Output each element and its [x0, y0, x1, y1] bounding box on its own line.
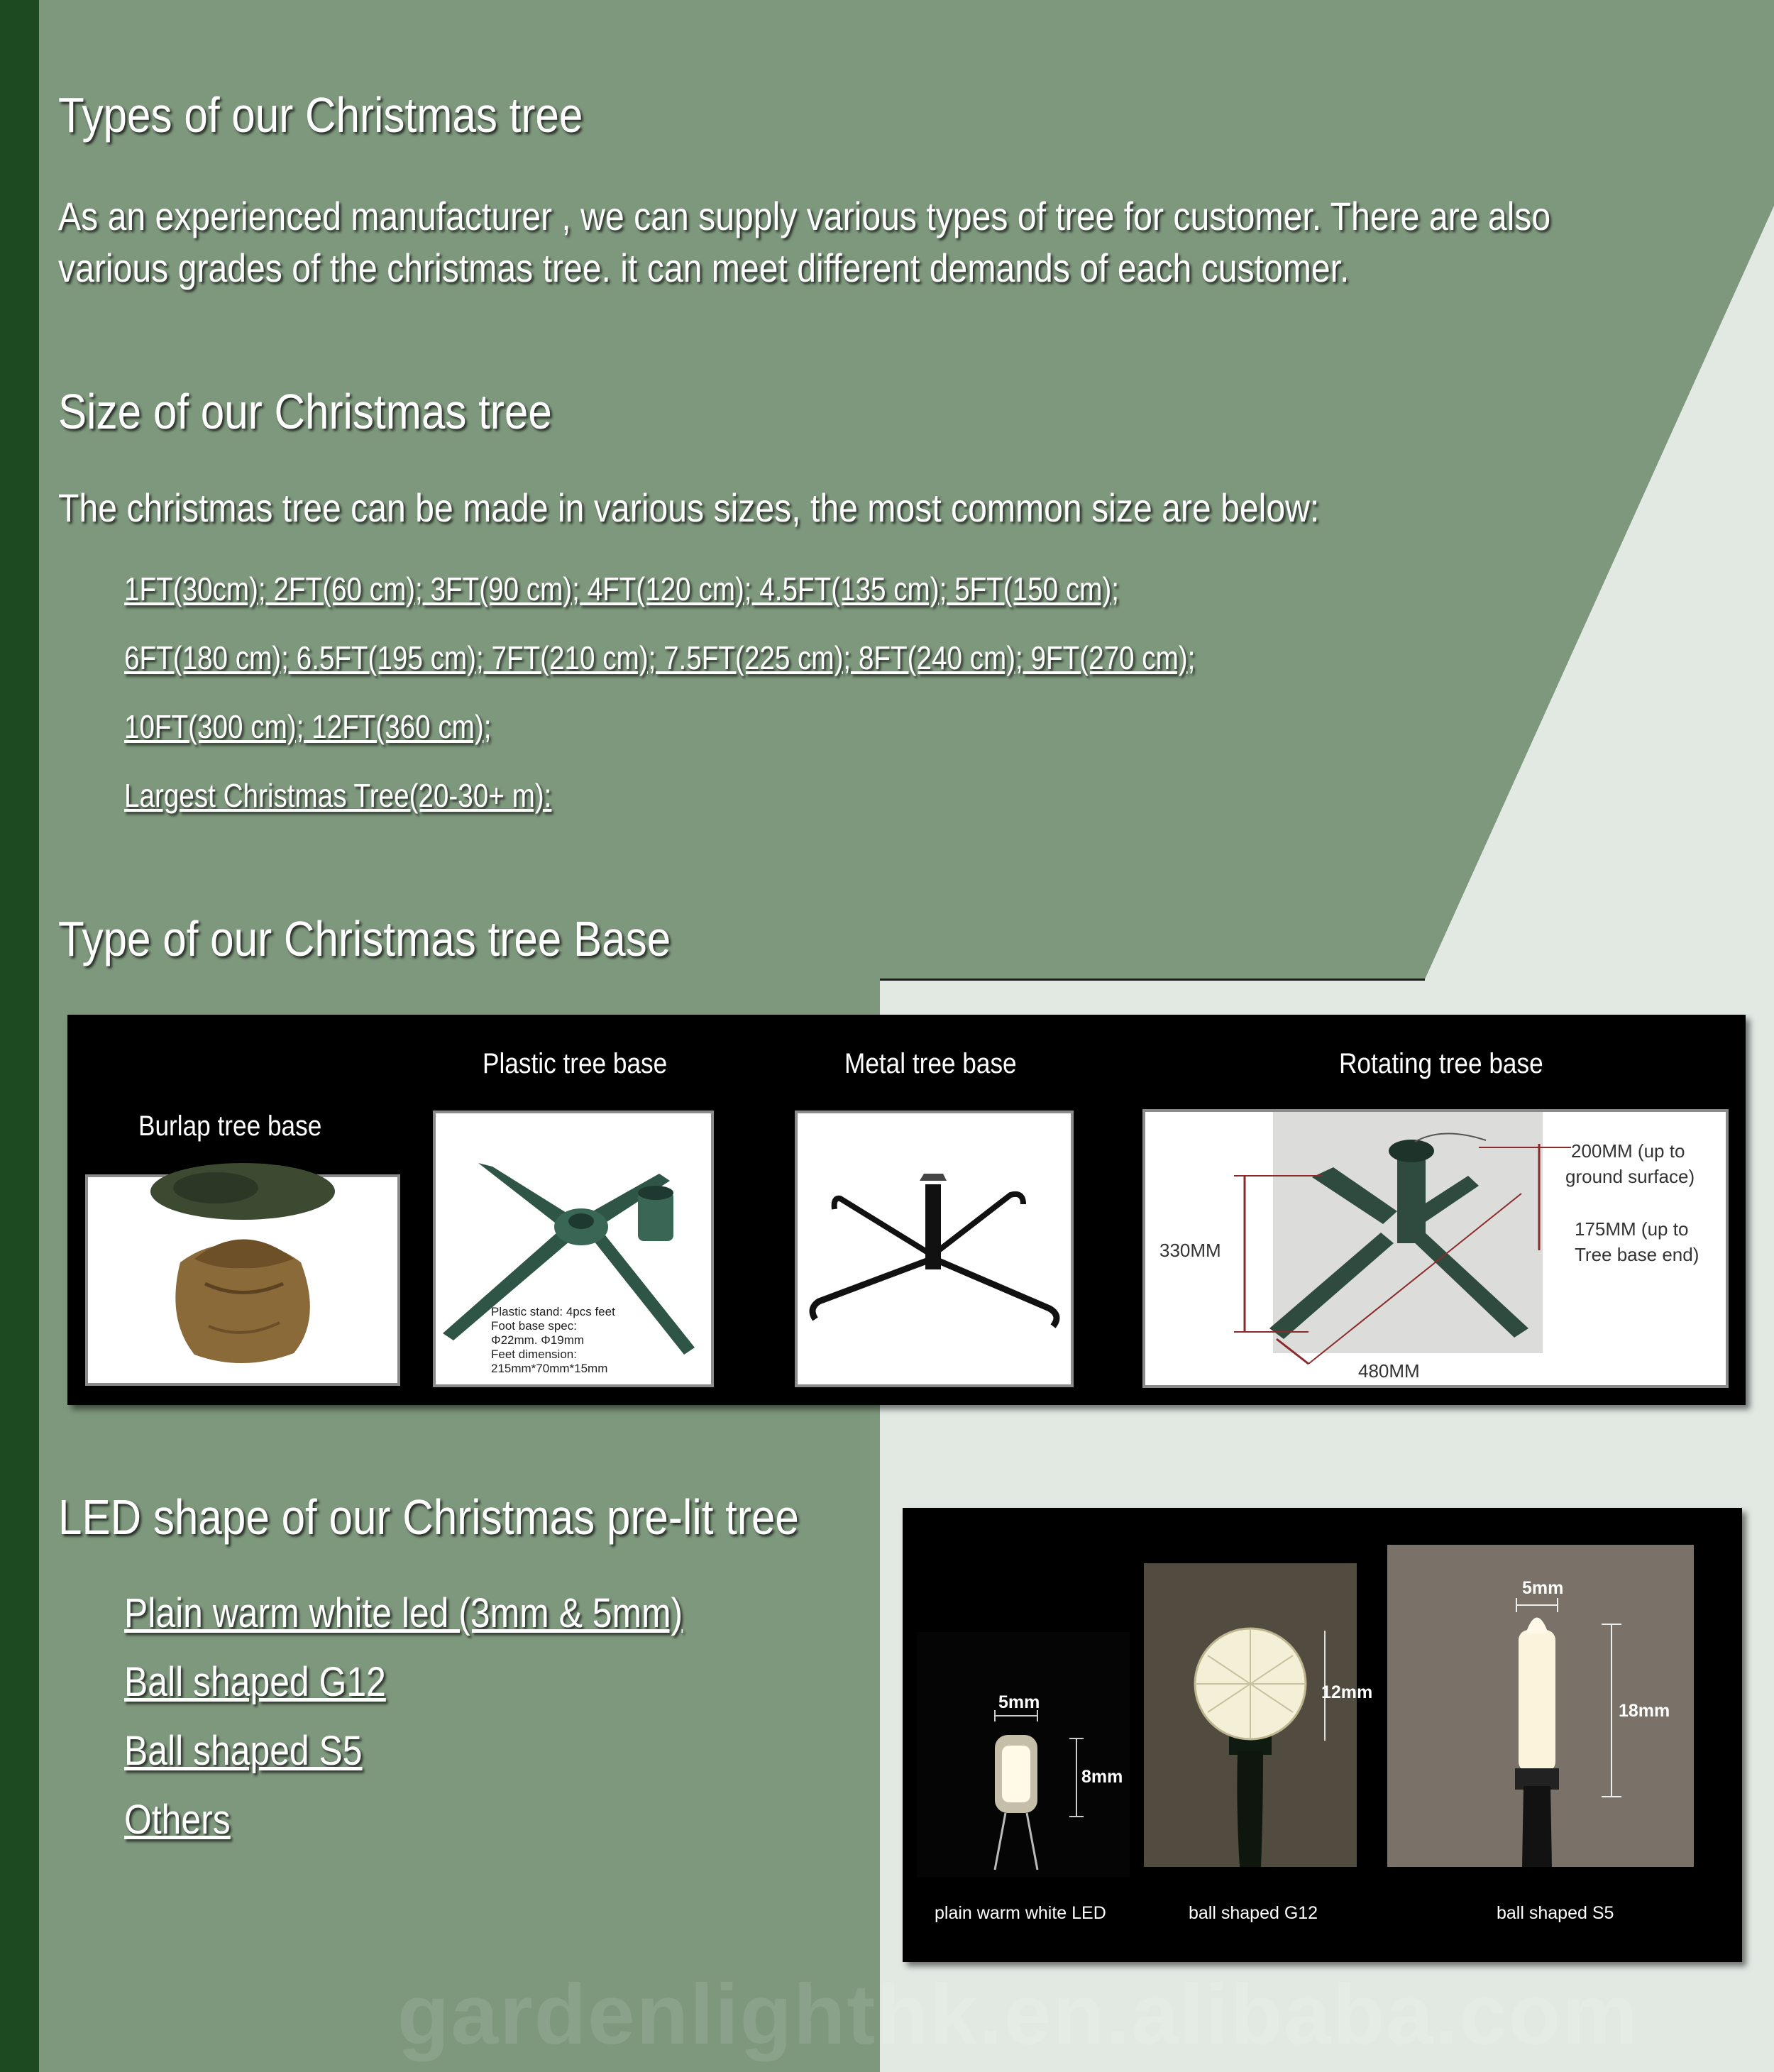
- plain-dim-width: 5mm: [998, 1692, 1040, 1712]
- plastic-base-image: [436, 1113, 711, 1384]
- size-line-4[interactable]: Largest Christmas Tree(20-30+ m):: [124, 777, 552, 814]
- led-item-s5[interactable]: Ball shaped S5: [124, 1728, 363, 1774]
- plastic-note-3: Φ22mm. Φ19mm: [491, 1333, 585, 1347]
- plastic-base-label: Plastic tree base: [483, 1048, 668, 1079]
- g12-led-image: [1144, 1563, 1357, 1867]
- left-stripe: [0, 0, 39, 2072]
- types-paragraph-line-1: As an experienced manufacturer , we can supply various types of tree for customer. There are also: [58, 194, 1551, 238]
- burlap-base-label: Burlap tree base: [138, 1111, 322, 1142]
- led-item-others[interactable]: Others: [124, 1797, 231, 1843]
- led-item-plain[interactable]: Plain warm white led (3mm & 5mm): [124, 1590, 683, 1636]
- size-heading: Size of our Christmas tree: [58, 384, 552, 439]
- led-item-g12[interactable]: Ball shaped G12: [124, 1659, 386, 1705]
- rotating-dim-ground-1: 200MM (up to: [1571, 1140, 1685, 1162]
- metal-base-label: Metal tree base: [844, 1048, 1017, 1079]
- plain-led-image: [917, 1632, 1130, 1877]
- rotating-dim-end-2: Tree base end): [1575, 1244, 1699, 1265]
- rotating-dim-end-1: 175MM (up to: [1575, 1218, 1689, 1240]
- watermark: gardenlighthk.en.alibaba.com: [397, 1967, 1639, 2062]
- led-label-s5: ball shaped S5: [1497, 1903, 1614, 1923]
- led-photo-plain: [917, 1632, 1130, 1877]
- led-label-g12: ball shaped G12: [1189, 1903, 1318, 1923]
- g12-dim-height: 12mm: [1321, 1682, 1373, 1702]
- plastic-note-5: 215mm*70mm*15mm: [491, 1362, 608, 1375]
- rotating-base-photo: [1142, 1109, 1729, 1388]
- led-heading: LED shape of our Christmas pre-lit tree: [58, 1489, 799, 1545]
- plastic-note-1: Plastic stand: 4pcs feet: [491, 1305, 615, 1318]
- types-heading: Types of our Christmas tree: [58, 87, 583, 143]
- s5-dim-height: 18mm: [1619, 1701, 1670, 1721]
- burlap-base-image: [88, 1177, 397, 1383]
- led-panel: [903, 1508, 1742, 1962]
- burlap-base-photo: [85, 1174, 400, 1386]
- size-line-3[interactable]: 10FT(300 cm); 12FT(360 cm);: [124, 708, 492, 745]
- plain-dim-height: 8mm: [1081, 1767, 1123, 1787]
- types-paragraph-line-2: various grades of the christmas tree. it can meet different demands of each customer.: [58, 246, 1350, 290]
- base-heading: Type of our Christmas tree Base: [58, 911, 671, 966]
- size-intro: The christmas tree can be made in various sizes, the most common size are below:: [58, 485, 1320, 530]
- size-line-1[interactable]: 1FT(30cm); 2FT(60 cm); 3FT(90 cm); 4FT(120 cm); 4.5FT(135 cm); 5FT(150 cm);: [124, 571, 1119, 607]
- divider-line: [880, 979, 1425, 981]
- metal-base-photo: [795, 1111, 1074, 1387]
- rotating-base-label: Rotating tree base: [1339, 1048, 1543, 1079]
- size-line-2[interactable]: 6FT(180 cm); 6.5FT(195 cm); 7FT(210 cm); 7.5FT(225 cm); 8FT(240 cm); 9FT(270 cm);: [124, 639, 1196, 676]
- rotating-dim-height: 330MM: [1159, 1240, 1221, 1261]
- led-photo-s5: [1387, 1545, 1694, 1867]
- led-label-plain: plain warm white LED: [935, 1903, 1106, 1923]
- plastic-base-photo: [433, 1111, 714, 1387]
- tree-base-panel: [67, 1015, 1746, 1405]
- plastic-note-2: Foot base spec:: [491, 1319, 577, 1333]
- led-photo-g12: [1144, 1563, 1373, 1867]
- rotating-dim-width: 480MM: [1358, 1360, 1420, 1382]
- plastic-note-4: Feet dimension:: [491, 1348, 577, 1361]
- s5-dim-width: 5mm: [1522, 1578, 1564, 1598]
- metal-base-image: [798, 1113, 1071, 1384]
- rotating-dim-ground-2: ground surface): [1565, 1166, 1695, 1187]
